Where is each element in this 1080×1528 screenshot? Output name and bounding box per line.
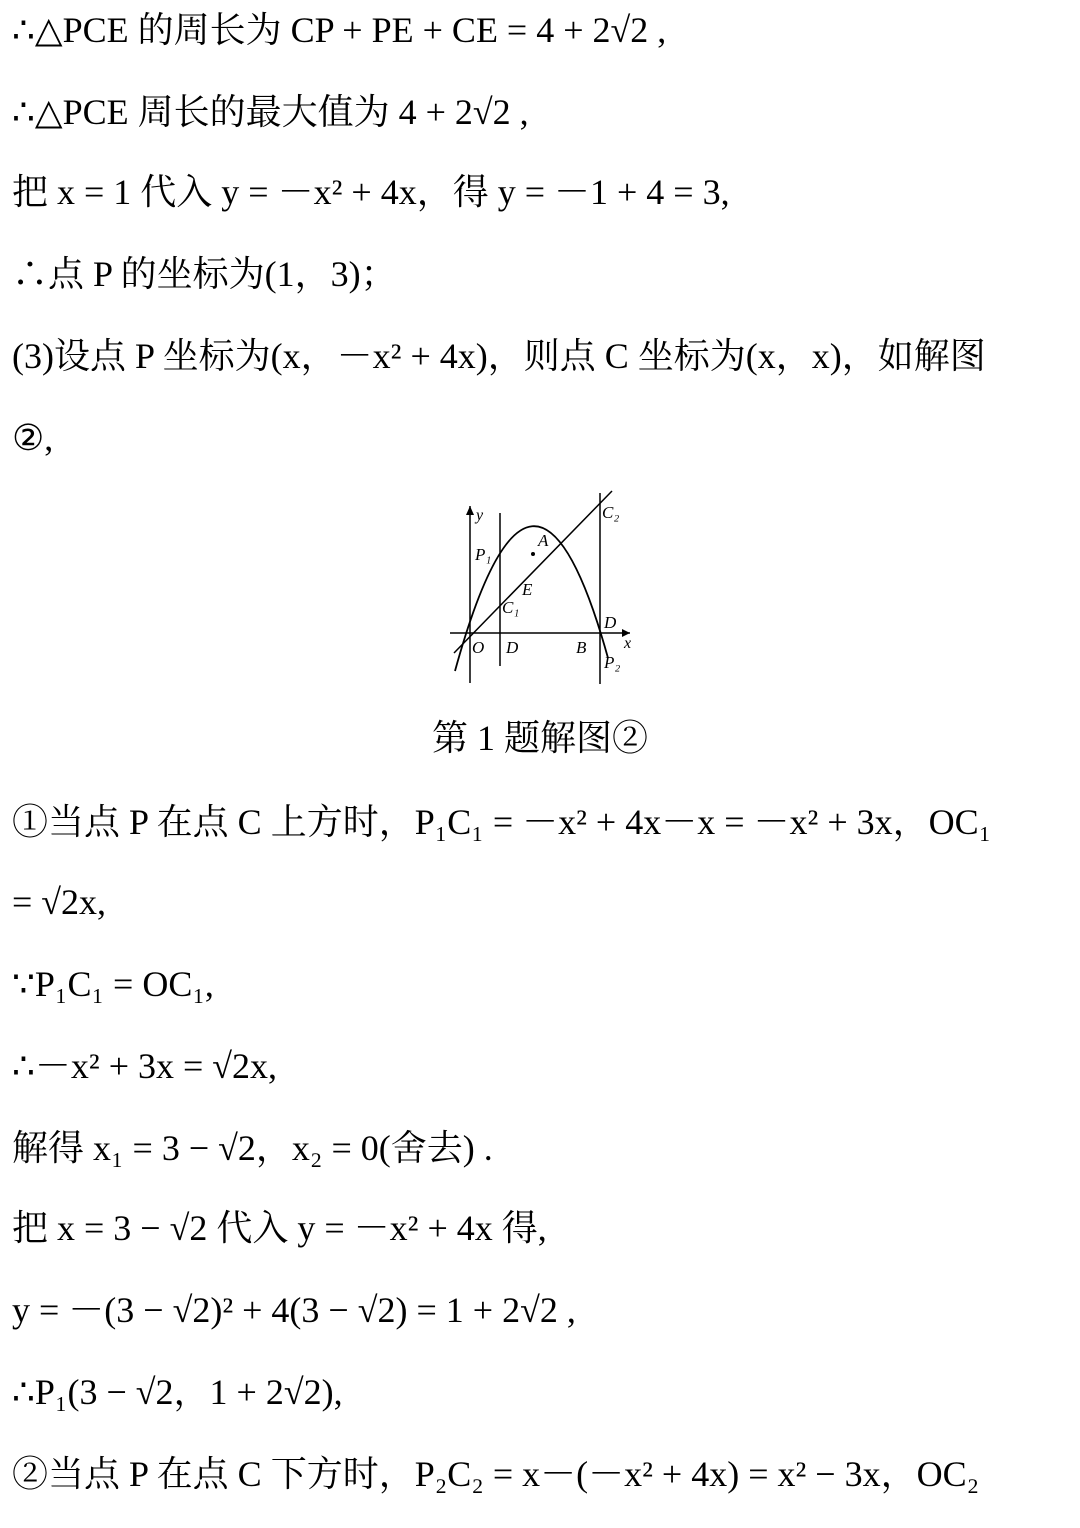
text-line-3: 把 x = 1 代入 y = －x² + 4x，得 y = －1 + 4 = 3,: [12, 172, 730, 212]
text-line-9: ∵P₁C₁ = OC₁,: [12, 964, 214, 1004]
label-p1: P₁: [475, 545, 492, 564]
parabola-figure: [440, 488, 640, 688]
figure-caption: 第 1 题解图②: [431, 718, 648, 758]
y-axis-arrow-icon: [466, 506, 474, 515]
label-x: x: [624, 635, 632, 652]
text-line-2: ∴△PCE 周长的最大值为 4 + 2√2 ,: [12, 92, 529, 132]
label-b: B: [576, 638, 587, 657]
text-line-5: (3)设点 P 坐标为(x，－x² + 4x)，则点 C 坐标为(x，x)，如解图: [12, 336, 986, 376]
label-y: y: [476, 507, 484, 524]
label-d1: D: [506, 638, 519, 657]
text-line-8: = √2x,: [12, 882, 107, 922]
label-d2: D: [604, 613, 617, 632]
label-origin: O: [472, 638, 485, 657]
text-line-4: ∴点 P 的坐标为(1，3)；: [12, 254, 397, 294]
text-line-6: ②,: [12, 418, 54, 458]
label-a: A: [538, 531, 549, 550]
label-c1: C₁: [502, 598, 520, 617]
text-line-12: 把 x = 3 − √2 代入 y = －x² + 4x 得,: [12, 1208, 547, 1248]
text-line-14: ∴P₁(3 − √2，1 + 2√2),: [12, 1372, 343, 1412]
text-line-11: 解得 x₁ = 3 − √2，x₂ = 0(舍去) .: [12, 1128, 493, 1168]
text-line-1: ∴△PCE 的周长为 CP + PE + CE = 4 + 2√2 ,: [12, 10, 667, 50]
text-line-7: ①当点 P 在点 C 上方时，P₁C₁ = －x² + 4x－x = －x² + 3x，OC₁: [12, 802, 992, 842]
label-c2: C₂: [602, 503, 620, 522]
text-line-15: ②当点 P 在点 C 下方时，P₂C₂ = x－(－x² + 4x) = x² − 3x，OC₂: [12, 1454, 980, 1494]
text-line-10: ∴－x² + 3x = √2x,: [12, 1046, 278, 1086]
point-a: [531, 552, 535, 556]
label-p2: P₂: [604, 653, 621, 672]
text-line-13: y = －(3 − √2)² + 4(3 − √2) = 1 + 2√2 ,: [12, 1290, 576, 1330]
label-e: E: [522, 580, 533, 599]
